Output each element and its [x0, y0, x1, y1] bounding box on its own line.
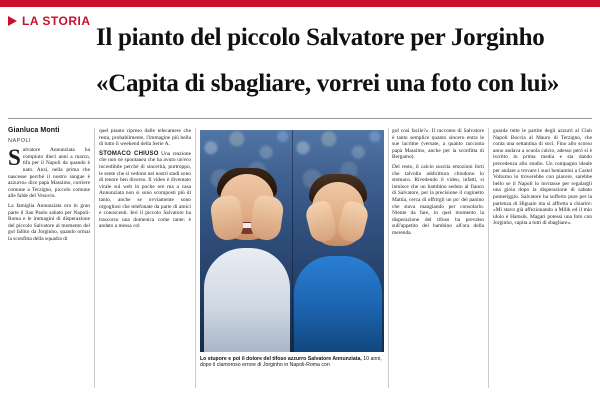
- photo-split-line: [292, 130, 293, 352]
- boy-right-shirt: [294, 256, 382, 352]
- photo-caption-lead: Lo stupore e poi il dolore del tifoso azzurro Salvatore Annunziata,: [200, 356, 362, 362]
- photo-frame-left: [200, 130, 292, 352]
- photo-frame-right: [292, 130, 384, 352]
- paragraph: gol così facile?». Il racconto di Salvatore è tanto semplice quanto sincero entra le sue lacrime (versate, a quanto racconta papà Massimo, anche per la sconfitta di Bergamo).: [392, 128, 484, 161]
- subsection-label: STOMACO CHIUSO: [99, 150, 159, 157]
- paragraph-text: alvatore Annunziata ha compiuto dieci anni a marzo, tifa per il Napoli da quando è nato. Anzi, nella prima che nascesse perché il nostro sangue è azzurro» dice papà Massimo, corriere comune a Terzigno, piccolo comune alle falde del Vesuvio.: [8, 147, 90, 200]
- paragraph: [99, 151, 191, 230]
- paragraph-text: Una reazione che non ne spontanea che ha avuto un'eco incredibile perché di sincerità, purtroppo, le sente che si vedono nei nostri stadi sono di tenore ben diverso. Il video è diventato virale sul web in poche ore ma a casa Annunziata non si sono scomposti più di tanto, anche se ovviamente sono orgogliosi che telefonate da parte di amici e conoscenti. Ieri il piccolo Salvatore ha trascorso una domenica come tante: è andato a messa col: [99, 150, 191, 230]
- byline-author: Gianluca Monti: [8, 127, 60, 134]
- article-column-4: [493, 128, 592, 230]
- photo-caption-rest: 10 anni, dopo il clamoroso errore di Jorginho in Napoli-Roma con: [200, 356, 382, 369]
- drop-cap: S: [8, 145, 21, 171]
- photo-caption: [200, 356, 384, 369]
- column-separator: [195, 128, 196, 388]
- top-red-rule: [0, 0, 600, 7]
- section-kicker: [8, 14, 91, 28]
- article-column-3: [392, 128, 484, 240]
- paragraph: La famiglia Annunziata era in gran parte il San Paolo sabato per Napoli-Roma e le immagini di disperazione del piccolo Salvatore al momento del gol fallito da Jorginho, quando ormai la sconfitta della squadra di: [8, 202, 90, 242]
- boy-left-shirt: [204, 248, 290, 352]
- article-column-1: [8, 128, 90, 246]
- paragraph: [8, 147, 90, 200]
- paragraph: quel pianto ripreso dalle telecamere che resta, probabilmente, l'immagine più bella di tutto il weekend della Serie A.: [99, 128, 191, 148]
- column-separator: [94, 128, 95, 388]
- headline-divider: [8, 118, 592, 119]
- column-separator: [488, 128, 489, 388]
- byline-city: NAPOLI: [8, 137, 31, 144]
- column-separator: [388, 128, 389, 388]
- article-column-2: [99, 128, 191, 233]
- headline-primary: Il pianto del piccolo Salvatore per Jorginho: [96, 24, 545, 51]
- article-photo: [200, 130, 384, 352]
- paragraph: guarda tutte le partite degli azzurri al Club Napoli Boccia al Mauro di Terzigno, che conta una settantina di soci. Fino allo scorso anno andava a scuola calcio, adesso però si è iscritto in prima media e sta dando precedenza allo studio. Un compagno ideale per andare a trovare i suoi beniamini a Castel Volturno lo troverebbe con piacere, sarebbe bello se il Napoli lo invitasse per regalargli una gioia dopo la disperazione di sabato pomeriggio. Salvatore ha sofferto pure per la partenza di Higuain ma si affretta a chiarire: «Mi stavo già affezionando a Milik ed il mio idolo è Hamsik. Magari potessi una foto con Jorginho, capita a tutti di sbagliare».: [493, 128, 592, 227]
- triangle-icon: [8, 16, 17, 26]
- headline-secondary: «Capita di sbagliare, vorrei una foto con lui»: [96, 70, 560, 97]
- section-kicker-label: LA STORIA: [22, 14, 91, 28]
- paragraph: Del resto, il calcio suscita emozioni forti che talvolta addirittura chiudono lo stomaco. Rivedendo il video, infatti, si intuisce che un bambino seduto al fianco di Salvatore, per la precisione il cuginetto Mattia, cerca di offrirgli un po' del panino che stava mangiando per consolarlo. Niente da fare, in quel momento la disperazione del tifoso ha prevalso sull'appetito del bambino all'ora della merenda.: [392, 163, 484, 236]
